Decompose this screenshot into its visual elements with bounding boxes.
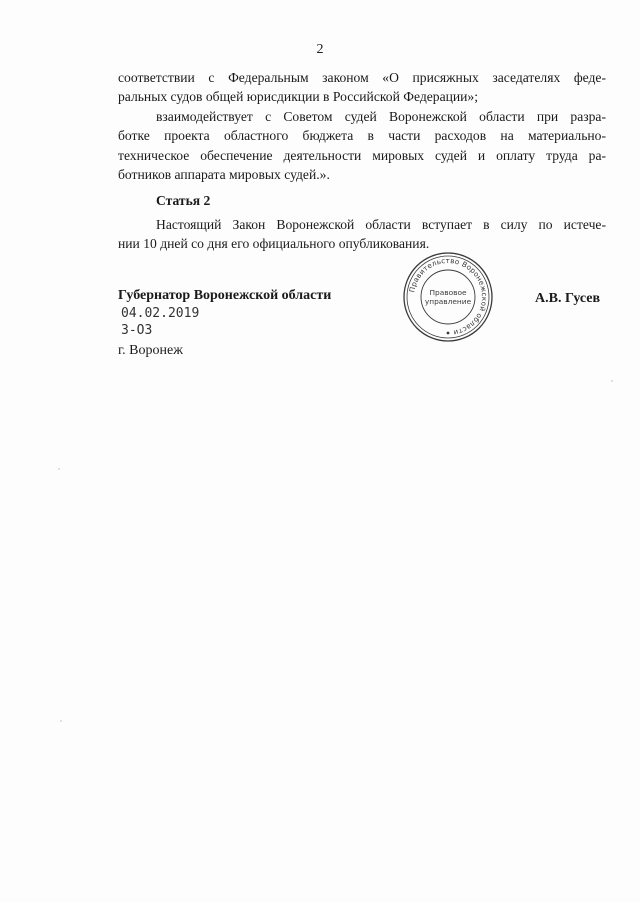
text-line: соответствии с Федеральным законом «О присяжных заседателях феде- — [118, 70, 606, 85]
official-seal — [401, 250, 495, 344]
scan-speck — [60, 720, 62, 722]
law-number: 3-ОЗ — [121, 323, 153, 338]
document-body — [118, 68, 606, 254]
text-line: техническое обеспечение деятельности мировых судей и оплату труда ра- — [118, 147, 606, 163]
text-line: ральных судов общей юрисдикции в Российской Федерации»; — [118, 89, 479, 105]
page-number: 2 — [316, 42, 324, 57]
signatory-title: Губернатор Воронежской области — [118, 288, 332, 303]
seal-star-dot — [447, 332, 450, 335]
seal-center-line1: Правовое — [429, 288, 467, 297]
seal-ring-text: Правительство Воронежской области — [407, 255, 490, 338]
seal-center-line2: управление — [424, 297, 472, 306]
signing-date: 04.02.2019 — [121, 306, 200, 321]
paragraph-jury-law — [118, 68, 606, 107]
scan-speck — [58, 468, 60, 470]
text-line: взаимодействует с Советом судей Воронежской области при разра- — [156, 108, 606, 124]
signatory-name: А.В. Гусев — [535, 291, 601, 306]
text-line: ботников аппарата мировых судей.». — [118, 167, 330, 183]
paragraph-entry-into-force — [118, 215, 606, 254]
text-line: Настоящий Закон Воронежской области вступает в силу по истече- — [156, 216, 606, 232]
scan-speck — [611, 380, 613, 382]
text-line: нии 10 дней со дня его официального опубликования. — [118, 236, 430, 252]
article-heading: Статья 2 — [156, 193, 211, 209]
paragraph-council-interaction — [118, 107, 606, 185]
signing-city: г. Воронеж — [118, 343, 183, 358]
text-line: ботке проекта областного бюджета в части расходов на материально- — [118, 128, 606, 144]
